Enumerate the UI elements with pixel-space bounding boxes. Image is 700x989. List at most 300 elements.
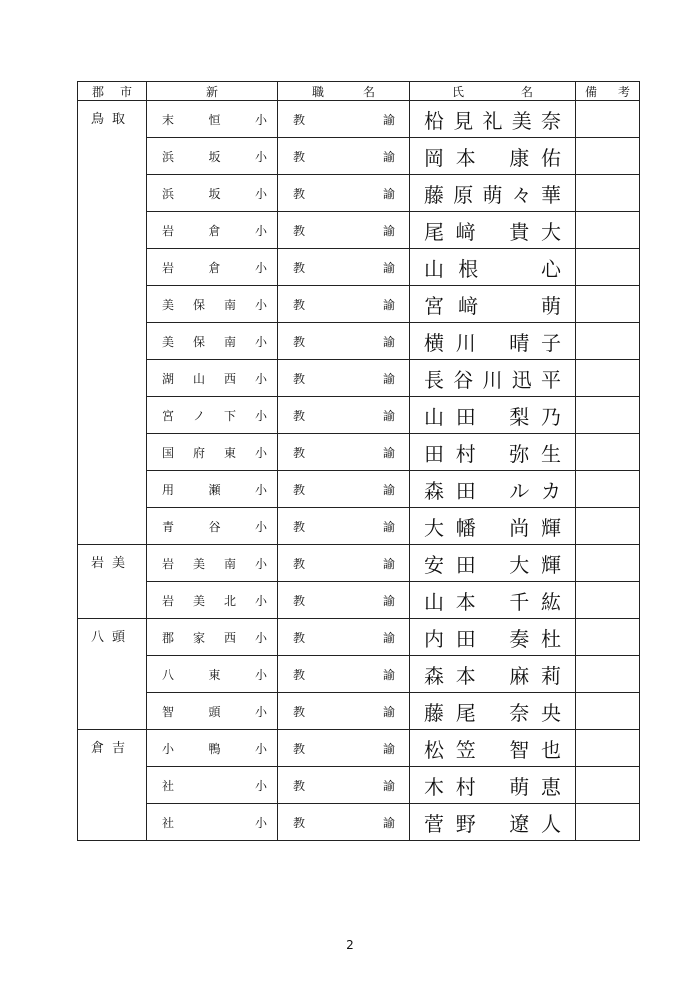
person-name-cell <box>410 101 576 138</box>
job-title-cell <box>278 138 410 175</box>
person-name-char: 田 <box>455 552 476 577</box>
person-name-char: 見 <box>453 108 474 133</box>
person-name-cell <box>410 767 576 804</box>
school-char: 青 <box>162 519 175 534</box>
job-title-cell <box>278 249 410 286</box>
person-name-char: 川 <box>455 330 476 355</box>
job-title-cell <box>278 397 410 434</box>
header-row <box>78 82 640 101</box>
person-name-char: 森 <box>424 478 444 503</box>
person-name-char: 森 <box>424 663 444 688</box>
school-char: 小 <box>254 630 267 645</box>
note-cell <box>576 619 640 656</box>
job-title-char: 諭 <box>382 741 395 756</box>
school-cell <box>147 101 278 138</box>
person-name-char: 尾 <box>424 219 444 244</box>
person-name-char: 岡 <box>424 145 444 170</box>
district-cell: 鳥取 <box>78 101 147 545</box>
person-name-char: 田 <box>455 626 476 651</box>
job-title-char: 教 <box>293 371 306 386</box>
school-char: 下 <box>223 408 236 423</box>
person-name-char: 奏 <box>509 626 530 651</box>
school-char: 小 <box>254 112 267 127</box>
note-cell <box>576 434 640 471</box>
school-char: 小 <box>254 778 267 793</box>
job-title-char: 諭 <box>382 593 395 608</box>
school-char: 東 <box>208 667 221 682</box>
person-name-char: 尚 <box>509 515 530 540</box>
person-name-cell <box>410 360 576 397</box>
person-name-char: 智 <box>509 737 530 762</box>
person-name-char: 紘 <box>541 589 561 614</box>
job-title-char: 教 <box>293 667 306 682</box>
table-row <box>78 101 640 138</box>
header-city: 郡 市 <box>78 82 147 101</box>
job-title-char: 諭 <box>382 260 395 275</box>
person-name-cell <box>410 286 576 323</box>
person-name-char: 迅 <box>511 367 532 392</box>
note-cell <box>576 656 640 693</box>
job-title-cell <box>278 656 410 693</box>
job-title-cell <box>278 730 410 767</box>
table-row <box>78 619 640 656</box>
school-char: 山 <box>192 371 205 386</box>
school-char: 浜 <box>162 186 175 201</box>
job-title-char: 教 <box>293 334 306 349</box>
job-title-cell <box>278 360 410 397</box>
school-cell <box>147 471 278 508</box>
person-name-char: 松 <box>424 737 444 762</box>
person-name-cell <box>410 471 576 508</box>
job-title-char: 諭 <box>382 112 395 127</box>
school-char: 小 <box>254 445 267 460</box>
person-name-char: 子 <box>541 330 561 355</box>
note-cell <box>576 138 640 175</box>
school-char: 東 <box>223 445 236 460</box>
person-name-char: 野 <box>455 811 476 836</box>
person-name-char: 川 <box>482 367 503 392</box>
table-row <box>78 730 640 767</box>
note-cell <box>576 582 640 619</box>
person-name-char: 々 <box>511 182 532 207</box>
job-title-char: 諭 <box>382 186 395 201</box>
person-name-char: 大 <box>541 219 561 244</box>
job-title-char: 教 <box>293 482 306 497</box>
person-name-char: カ <box>541 478 561 503</box>
job-title-cell <box>278 175 410 212</box>
job-title-char: 教 <box>293 778 306 793</box>
school-char: 小 <box>254 815 267 830</box>
school-cell <box>147 582 278 619</box>
job-title-char: 諭 <box>382 704 395 719</box>
school-cell <box>147 175 278 212</box>
job-title-char: 教 <box>293 519 306 534</box>
job-title-char: 諭 <box>382 556 395 571</box>
job-title-char: 教 <box>293 630 306 645</box>
school-char: 小 <box>254 149 267 164</box>
job-title-cell <box>278 286 410 323</box>
table-row <box>78 175 640 212</box>
note-cell <box>576 804 640 841</box>
person-name-cell <box>410 397 576 434</box>
school-cell <box>147 138 278 175</box>
school-char: 坂 <box>208 186 221 201</box>
job-title-cell <box>278 693 410 730</box>
person-name-char: 莉 <box>541 663 561 688</box>
school-char: 小 <box>254 519 267 534</box>
person-name-char: 村 <box>455 774 476 799</box>
job-title-char: 諭 <box>382 371 395 386</box>
person-name-cell <box>410 804 576 841</box>
job-title-cell <box>278 434 410 471</box>
job-title-char: 教 <box>293 223 306 238</box>
school-char: 小 <box>254 667 267 682</box>
school-cell <box>147 249 278 286</box>
table-row <box>78 582 640 619</box>
note-cell <box>576 471 640 508</box>
school-char: 浜 <box>162 149 175 164</box>
school-char: 美 <box>192 556 205 571</box>
job-title-char: 諭 <box>382 408 395 423</box>
person-name-char: 安 <box>424 552 444 577</box>
table-row <box>78 138 640 175</box>
person-name-char: 乃 <box>541 404 561 429</box>
school-char: 智 <box>162 704 175 719</box>
roster-body <box>78 101 640 841</box>
school-char: 八 <box>162 667 175 682</box>
person-name-char: ル <box>509 478 530 503</box>
person-name-char: 大 <box>424 515 444 540</box>
person-name-cell <box>410 249 576 286</box>
person-name-char: 奈 <box>541 108 561 133</box>
job-title-cell <box>278 804 410 841</box>
person-name-char: 谷 <box>453 367 474 392</box>
school-char: 小 <box>162 741 175 756</box>
note-cell <box>576 101 640 138</box>
person-name-char: 根 <box>458 256 479 281</box>
school-char: 小 <box>254 556 267 571</box>
job-title-char: 諭 <box>382 630 395 645</box>
school-char: 岩 <box>162 260 175 275</box>
job-title-cell <box>278 582 410 619</box>
school-char: 南 <box>223 334 236 349</box>
school-cell <box>147 434 278 471</box>
job-title-char: 教 <box>293 445 306 460</box>
district-cell: 倉吉 <box>78 730 147 841</box>
school-cell <box>147 212 278 249</box>
job-title-char: 教 <box>293 260 306 275</box>
school-char: 岩 <box>162 223 175 238</box>
person-name-char: 佑 <box>541 145 561 170</box>
person-name-char: 輝 <box>541 552 561 577</box>
job-title-char: 諭 <box>382 815 395 830</box>
header-name: 氏 名 <box>410 82 576 101</box>
school-char: 家 <box>192 630 205 645</box>
school-char: 保 <box>192 334 205 349</box>
school-char: 小 <box>254 223 267 238</box>
person-name-char: 大 <box>509 552 530 577</box>
district-cell: 八頭 <box>78 619 147 730</box>
person-name-cell <box>410 434 576 471</box>
school-cell <box>147 619 278 656</box>
person-name-char: 村 <box>455 441 476 466</box>
person-name-char: 柗 <box>424 108 444 133</box>
job-title-char: 教 <box>293 556 306 571</box>
person-name-char: 山 <box>424 589 444 614</box>
job-title-char: 諭 <box>382 778 395 793</box>
school-char: 岩 <box>162 556 175 571</box>
table-row <box>78 286 640 323</box>
person-name-char: 萌 <box>482 182 503 207</box>
school-cell <box>147 397 278 434</box>
school-char: 美 <box>162 334 175 349</box>
person-name-char: 横 <box>424 330 444 355</box>
job-title-char: 諭 <box>382 482 395 497</box>
job-title-char: 諭 <box>382 667 395 682</box>
table-row <box>78 212 640 249</box>
school-char: 用 <box>162 482 175 497</box>
table-row <box>78 471 640 508</box>
school-char: 宮 <box>162 408 175 423</box>
school-char: 小 <box>254 741 267 756</box>
person-name-cell <box>410 175 576 212</box>
header-new: 新 <box>147 82 278 101</box>
school-char: 坂 <box>208 149 221 164</box>
header-title: 職 名 <box>278 82 410 101</box>
person-name-char: 田 <box>424 441 444 466</box>
person-name-cell <box>410 619 576 656</box>
person-name-cell <box>410 212 576 249</box>
person-name-char: 尾 <box>455 700 476 725</box>
school-char: 美 <box>192 593 205 608</box>
job-title-cell <box>278 619 410 656</box>
person-name-cell <box>410 323 576 360</box>
person-name-char: 﨑 <box>458 293 479 318</box>
job-title-char: 諭 <box>382 149 395 164</box>
person-name-char: 弥 <box>509 441 530 466</box>
school-cell <box>147 693 278 730</box>
person-name-char: 田 <box>455 478 476 503</box>
table-row <box>78 767 640 804</box>
school-char: 小 <box>254 593 267 608</box>
person-name-char: 晴 <box>509 330 530 355</box>
school-cell <box>147 286 278 323</box>
note-cell <box>576 545 640 582</box>
job-title-cell <box>278 323 410 360</box>
table-row <box>78 397 640 434</box>
job-title-char: 諭 <box>382 445 395 460</box>
person-name-char: 恵 <box>541 774 561 799</box>
person-name-char: 藤 <box>424 700 444 725</box>
person-name-char: 本 <box>455 663 476 688</box>
person-name-char: 原 <box>453 182 474 207</box>
person-name-char: 内 <box>424 626 444 651</box>
job-title-cell <box>278 545 410 582</box>
table-row <box>78 249 640 286</box>
person-name-char: 長 <box>424 367 444 392</box>
person-name-char: 輝 <box>541 515 561 540</box>
note-cell <box>576 693 640 730</box>
school-char: 小 <box>254 297 267 312</box>
person-name-char: 萌 <box>541 293 561 318</box>
person-name-char: 人 <box>541 811 561 836</box>
person-name-char: 礼 <box>482 108 503 133</box>
person-name-char: 菅 <box>424 811 444 836</box>
person-name-char: 本 <box>455 145 476 170</box>
job-title-char: 諭 <box>382 223 395 238</box>
staff-roster-table <box>77 81 640 841</box>
school-char: 西 <box>223 630 236 645</box>
job-title-char: 教 <box>293 593 306 608</box>
school-char: 頭 <box>208 704 221 719</box>
school-char: 瀬 <box>208 482 221 497</box>
person-name-cell <box>410 138 576 175</box>
school-char: 郡 <box>162 630 175 645</box>
person-name-char: 幡 <box>455 515 476 540</box>
job-title-cell <box>278 212 410 249</box>
note-cell <box>576 360 640 397</box>
job-title-char: 教 <box>293 112 306 127</box>
table-row <box>78 693 640 730</box>
person-name-char: 康 <box>509 145 530 170</box>
school-char: 小 <box>254 186 267 201</box>
person-name-char: 山 <box>424 256 444 281</box>
school-cell <box>147 323 278 360</box>
person-name-char: 本 <box>455 589 476 614</box>
school-char: 鴨 <box>208 741 221 756</box>
person-name-char: 山 <box>424 404 444 429</box>
page-number: 2 <box>346 938 354 952</box>
school-cell <box>147 508 278 545</box>
job-title-cell <box>278 767 410 804</box>
job-title-char: 教 <box>293 149 306 164</box>
person-name-char: 心 <box>541 256 561 281</box>
school-cell <box>147 730 278 767</box>
person-name-cell <box>410 582 576 619</box>
school-char: 北 <box>223 593 236 608</box>
school-char: 恒 <box>208 112 221 127</box>
school-char: 小 <box>254 408 267 423</box>
person-name-char: 藤 <box>424 182 444 207</box>
header-note: 備 考 <box>576 82 640 101</box>
job-title-char: 諭 <box>382 519 395 534</box>
table-row <box>78 804 640 841</box>
person-name-char: 奈 <box>509 700 530 725</box>
job-title-char: 教 <box>293 297 306 312</box>
school-char: 小 <box>254 704 267 719</box>
school-char: 社 <box>162 778 175 793</box>
note-cell <box>576 286 640 323</box>
school-char: 国 <box>162 445 175 460</box>
table-row <box>78 545 640 582</box>
job-title-cell <box>278 101 410 138</box>
school-char: 谷 <box>208 519 221 534</box>
person-name-cell <box>410 545 576 582</box>
person-name-cell <box>410 693 576 730</box>
person-name-char: 﨑 <box>455 219 476 244</box>
job-title-cell <box>278 471 410 508</box>
school-cell <box>147 767 278 804</box>
school-char: 小 <box>254 482 267 497</box>
school-char: 末 <box>162 112 175 127</box>
job-title-char: 諭 <box>382 334 395 349</box>
job-title-char: 教 <box>293 815 306 830</box>
school-char: 小 <box>254 371 267 386</box>
person-name-char: 平 <box>541 367 561 392</box>
person-name-char: 萌 <box>509 774 530 799</box>
person-name-char: 杜 <box>541 626 561 651</box>
person-name-char: 笠 <box>455 737 476 762</box>
school-char: 社 <box>162 815 175 830</box>
person-name-char: 生 <box>541 441 561 466</box>
school-char: 西 <box>223 371 236 386</box>
school-char: ノ <box>192 408 205 423</box>
note-cell <box>576 175 640 212</box>
person-name-char: 遼 <box>509 811 530 836</box>
school-char: 小 <box>254 334 267 349</box>
person-name-char: 美 <box>511 108 532 133</box>
note-cell <box>576 730 640 767</box>
person-name-char: 也 <box>541 737 561 762</box>
school-char: 南 <box>223 556 236 571</box>
school-char: 保 <box>192 297 205 312</box>
job-title-char: 教 <box>293 704 306 719</box>
person-name-char: 貴 <box>509 219 530 244</box>
person-name-char: 華 <box>541 182 561 207</box>
note-cell <box>576 397 640 434</box>
school-char: 岩 <box>162 593 175 608</box>
person-name-char: 麻 <box>509 663 530 688</box>
school-char: 府 <box>192 445 205 460</box>
person-name-cell <box>410 508 576 545</box>
school-char: 倉 <box>208 223 221 238</box>
school-char: 南 <box>223 297 236 312</box>
school-cell <box>147 804 278 841</box>
table-row <box>78 656 640 693</box>
job-title-char: 諭 <box>382 297 395 312</box>
school-cell <box>147 656 278 693</box>
note-cell <box>576 508 640 545</box>
job-title-char: 教 <box>293 408 306 423</box>
person-name-char: 木 <box>424 774 444 799</box>
job-title-char: 教 <box>293 741 306 756</box>
job-title-char: 教 <box>293 186 306 201</box>
person-name-char: 宮 <box>424 293 444 318</box>
job-title-cell <box>278 508 410 545</box>
school-char: 小 <box>254 260 267 275</box>
district-cell: 岩美 <box>78 545 147 619</box>
person-name-char: 田 <box>455 404 476 429</box>
school-char: 湖 <box>162 371 175 386</box>
table-row <box>78 434 640 471</box>
school-cell <box>147 545 278 582</box>
school-cell <box>147 360 278 397</box>
person-name-char: 千 <box>509 589 530 614</box>
note-cell <box>576 212 640 249</box>
table-row <box>78 508 640 545</box>
note-cell <box>576 323 640 360</box>
school-char: 美 <box>162 297 175 312</box>
note-cell <box>576 249 640 286</box>
school-char: 倉 <box>208 260 221 275</box>
person-name-char: 梨 <box>509 404 530 429</box>
table-row <box>78 360 640 397</box>
person-name-char: 央 <box>541 700 561 725</box>
note-cell <box>576 767 640 804</box>
person-name-cell <box>410 656 576 693</box>
table-row <box>78 323 640 360</box>
person-name-cell <box>410 730 576 767</box>
